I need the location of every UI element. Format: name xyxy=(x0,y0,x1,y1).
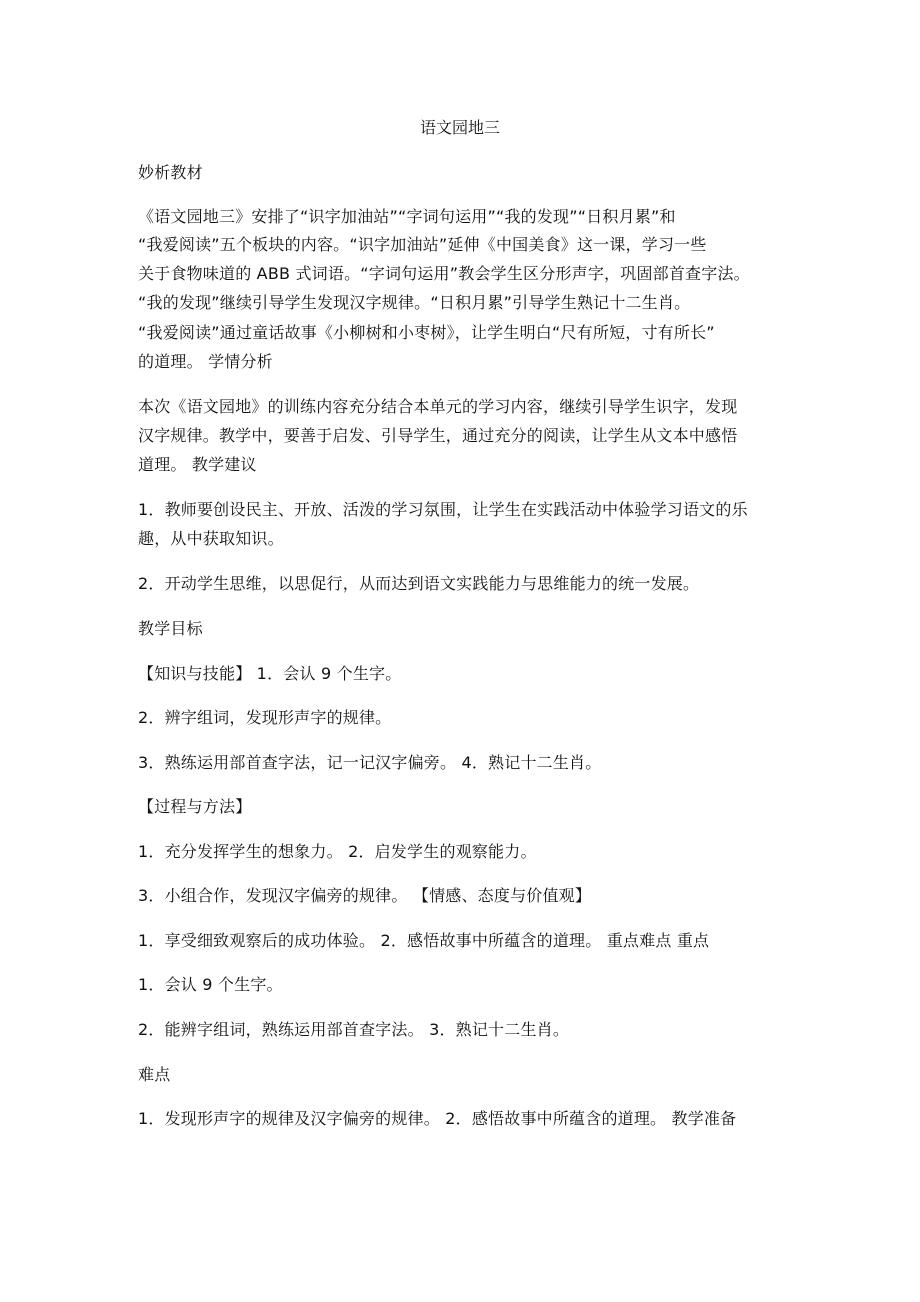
subsection-heading: 【过程与方法】 xyxy=(138,797,252,816)
list-item-continuation: 趣，从中获取知识。 xyxy=(138,529,284,548)
list-item: 1．会认 9 个生字。 xyxy=(138,975,283,994)
section-heading-material-analysis: 妙析教材 xyxy=(138,163,203,182)
list-item: 2．开动学生思维，以思促行，从而达到语文实践能力与思维能力的统一发展。 xyxy=(138,574,700,593)
list-item: 1．享受细致观察后的成功体验。 2．感悟故事中所蕴含的道理。 重点难点 重点 xyxy=(138,931,710,950)
list-item: 1．发现形声字的规律及汉字偏旁的规律。 2．感悟故事中所蕴含的道理。 教学准备 xyxy=(138,1109,737,1128)
list-item: 3．熟练运用部首查字法，记一记汉字偏旁。 4．熟记十二生肖。 xyxy=(138,753,602,772)
list-item: 1．充分发挥学生的想象力。 2．启发学生的观察能力。 xyxy=(138,842,537,861)
section-heading-teaching-goals: 教学目标 xyxy=(138,619,203,638)
paragraph-line: “我爱阅读”通过童话故事《小柳树和小枣树》，让学生明白“尺有所短，寸有所长” xyxy=(138,323,715,342)
paragraph-line: “我的发现”继续引导学生发现汉字规律。“日积月累”引导学生熟记十二生肖。 xyxy=(138,293,691,312)
list-item: 3．小组合作，发现汉字偏旁的规律。 【情感、态度与价值观】 xyxy=(138,886,592,905)
page-title: 语文园地三 xyxy=(419,118,500,137)
list-item: 2．辨字组词，发现形声字的规律。 xyxy=(138,708,392,727)
list-item: 2．能辨字组词，熟练运用部首查字法。 3．熟记十二生肖。 xyxy=(138,1020,570,1039)
paragraph-line: 《语文园地三》安排了“识字加油站”“字词句运用”“我的发现”“日积月累”和 xyxy=(138,207,676,226)
paragraph-line: 的道理。 学情分析 xyxy=(138,352,273,371)
paragraph-line: “我爱阅读”五个板块的内容。“识字加油站”延伸《中国美食》这一课，学习一些 xyxy=(138,235,707,254)
paragraph-line: 本次《语文园地》的训练内容充分结合本单元的学习内容，继续引导学生识字，发现 xyxy=(138,397,738,416)
list-item: 【知识与技能】 1．会认 9 个生字。 xyxy=(138,664,402,683)
paragraph-line: 汉字规律。教学中，要善于启发、引导学生，通过充分的阅读，让学生从文本中感悟 xyxy=(138,426,738,445)
section-heading-difficulties: 难点 xyxy=(138,1065,171,1084)
paragraph-line: 道理。 教学建议 xyxy=(138,455,257,474)
list-item: 1．教师要创设民主、开放、活泼的学习氛围，让学生在实践活动中体验学习语文的乐 xyxy=(138,500,748,519)
paragraph-line: 关于食物味道的 ABB 式词语。“字词句运用”教会学生区分形声字，巩固部首查字法。 xyxy=(138,264,750,283)
